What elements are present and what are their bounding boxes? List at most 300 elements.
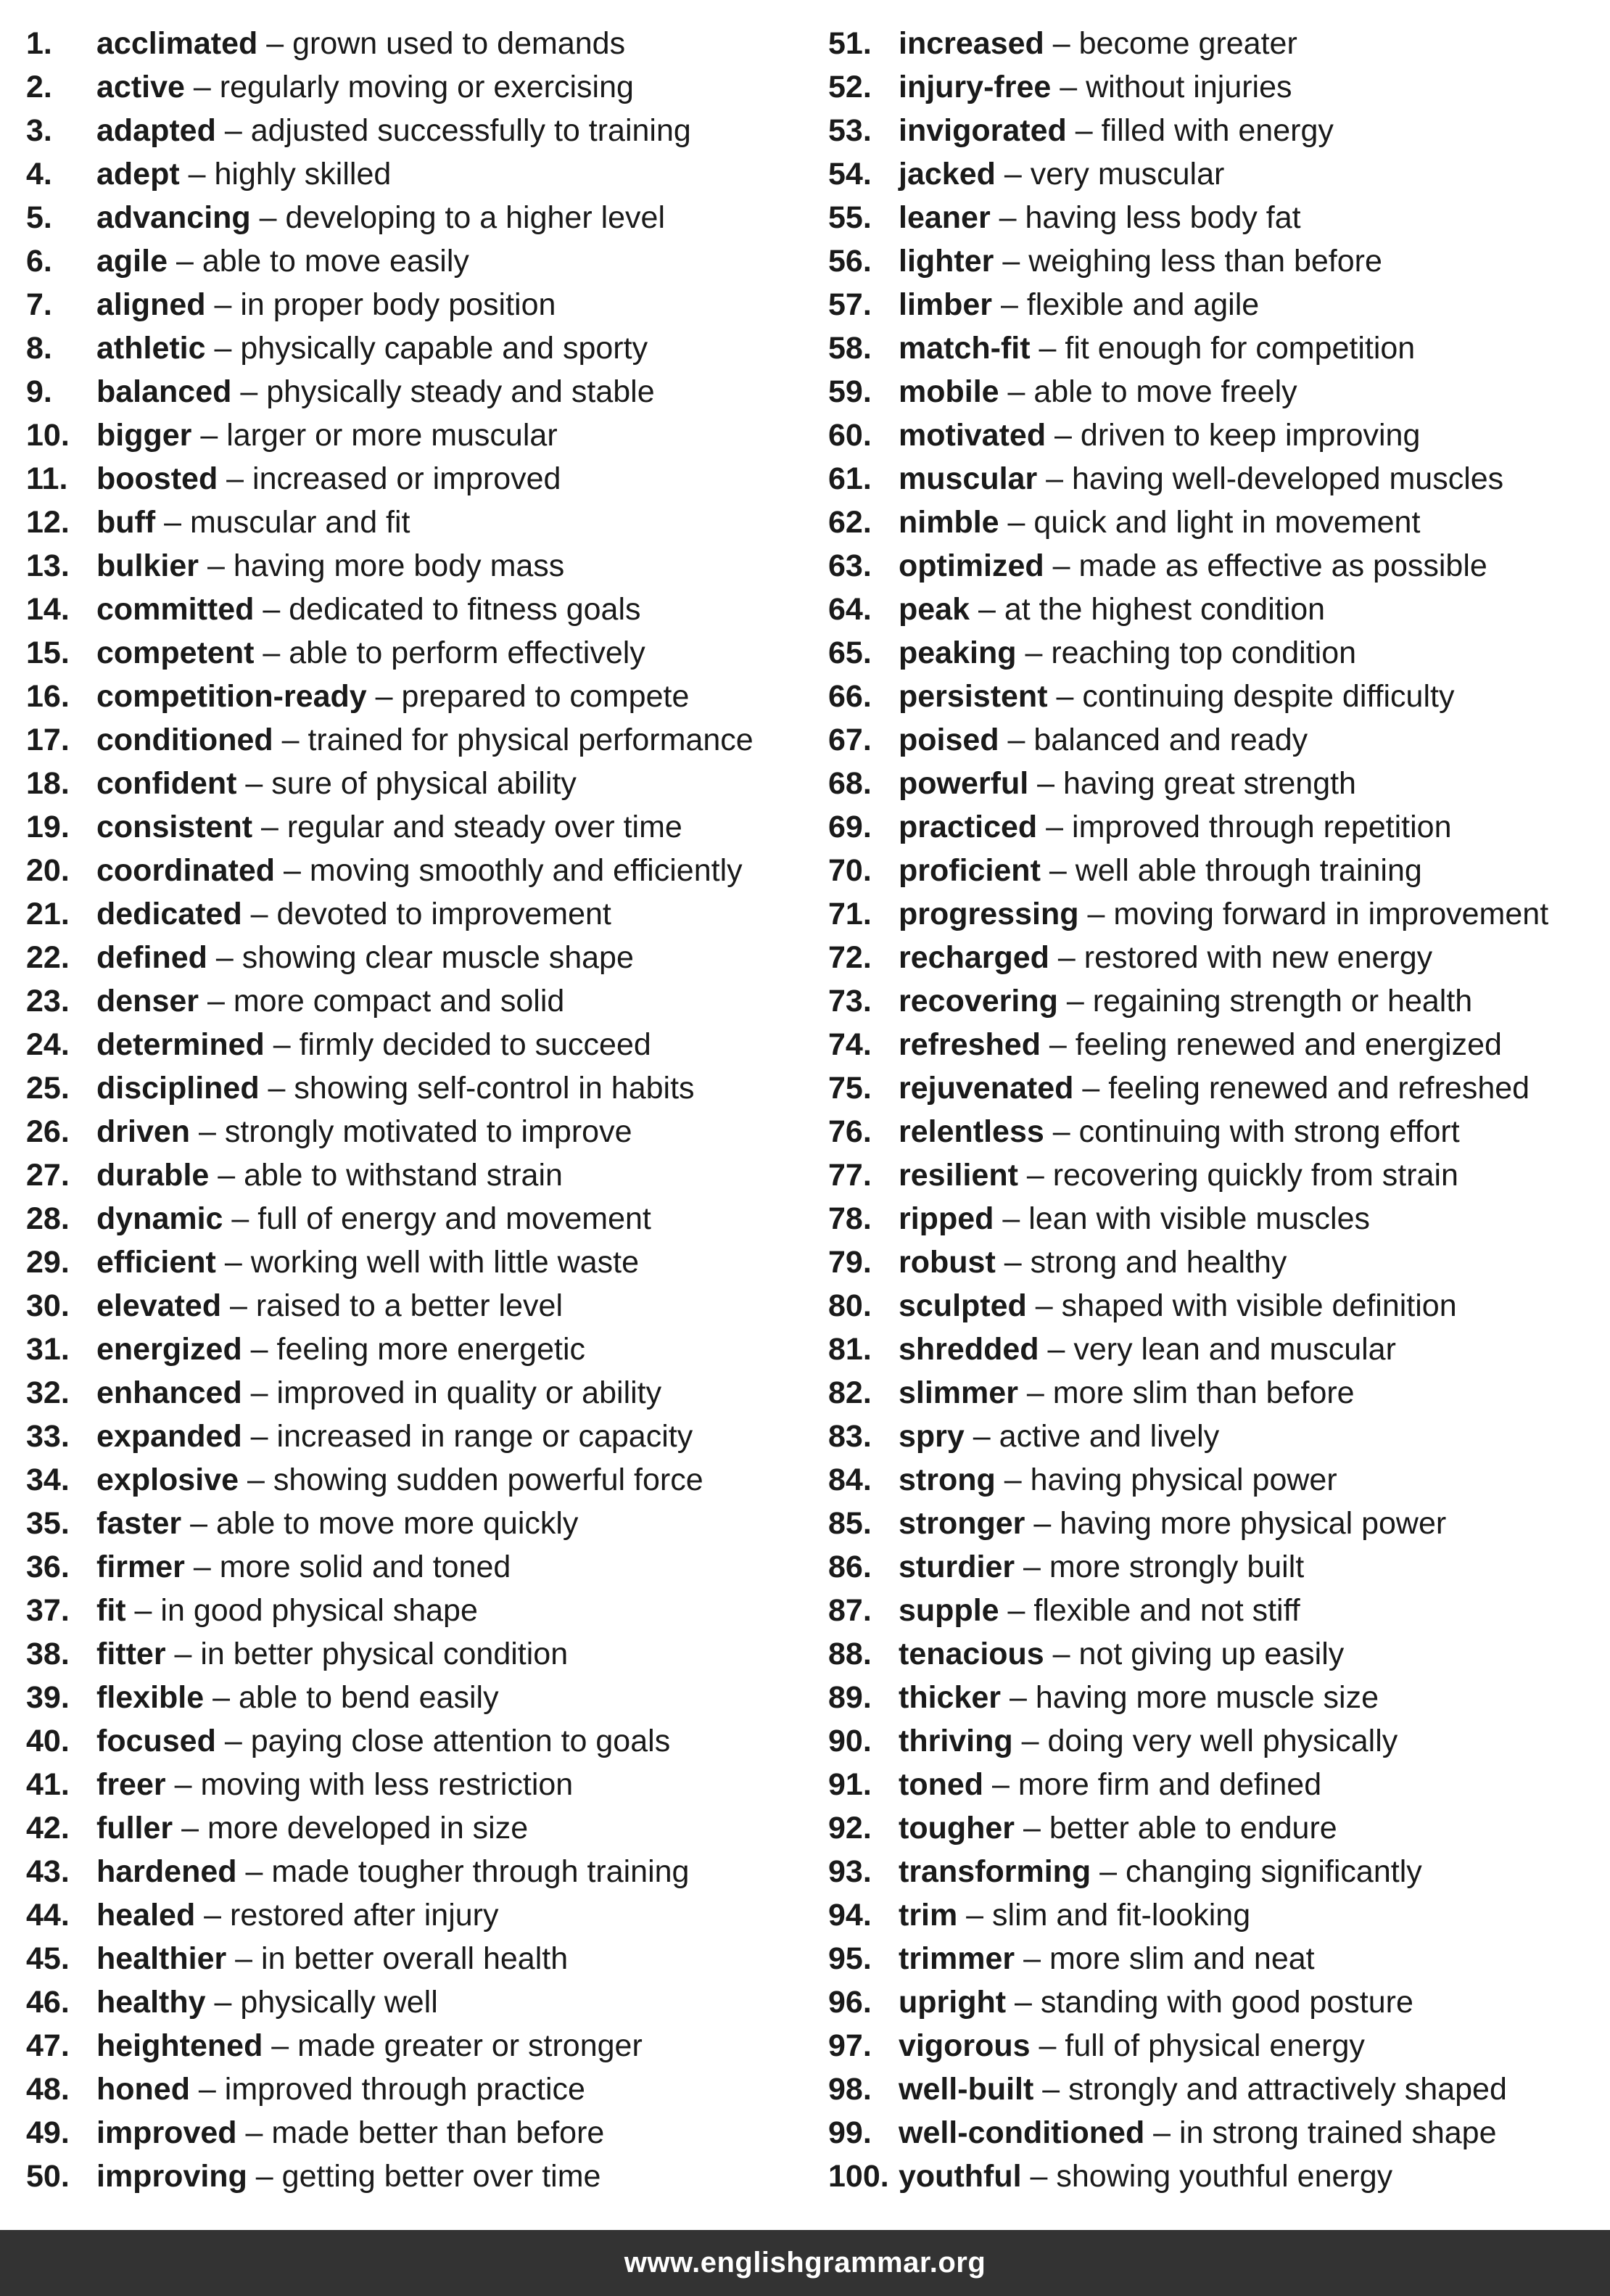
- list-item: [26, 2111, 817, 2155]
- item-definition: standing with good posture: [1040, 1985, 1413, 2020]
- item-word: driven: [96, 1114, 191, 1149]
- item-number: 80.: [828, 1288, 872, 1323]
- item-text: [899, 1502, 1446, 1545]
- item-word: improving: [96, 2159, 247, 2194]
- item-number: 62.: [828, 505, 872, 540]
- item-definition: weighing less than before: [1028, 244, 1382, 279]
- item-number: 17.: [26, 723, 70, 757]
- item-separator: –: [254, 592, 289, 627]
- list-item: [26, 152, 817, 196]
- item-separator: –: [1016, 635, 1052, 670]
- item-text: [96, 501, 410, 544]
- item-word: focused: [96, 1724, 216, 1758]
- item-separator: –: [242, 1332, 277, 1367]
- item-number: 22.: [26, 940, 70, 975]
- item-number: 93.: [828, 1854, 872, 1889]
- item-text: [899, 283, 1259, 326]
- item-text: [96, 283, 556, 326]
- item-definition: having physical power: [1030, 1462, 1337, 1497]
- item-number: 33.: [26, 1419, 70, 1454]
- item-text: [899, 1763, 1321, 1806]
- item-number: 28.: [26, 1201, 70, 1236]
- word-list-left-column: [26, 22, 817, 2198]
- item-number: 72.: [828, 940, 872, 975]
- item-word: stronger: [899, 1506, 1025, 1541]
- list-item: [828, 1153, 1610, 1197]
- list-item: [26, 936, 817, 979]
- item-word: healed: [96, 1898, 196, 1933]
- list-item: [828, 1719, 1610, 1763]
- list-item: [26, 413, 817, 457]
- item-text: [899, 1850, 1422, 1893]
- item-definition: doing very well physically: [1047, 1724, 1398, 1758]
- item-text: [96, 1937, 568, 1980]
- item-word: supple: [899, 1593, 999, 1628]
- item-separator: –: [1044, 1114, 1079, 1149]
- item-separator: –: [994, 244, 1029, 279]
- list-item: [828, 1806, 1610, 1850]
- item-text: [899, 849, 1422, 892]
- item-definition: driven to keep improving: [1080, 418, 1421, 453]
- item-separator: –: [236, 766, 272, 801]
- list-item: [828, 544, 1610, 588]
- item-separator: –: [1037, 810, 1073, 844]
- item-text: [96, 1153, 563, 1197]
- item-definition: raised to a better level: [255, 1288, 563, 1323]
- item-word: vigorous: [899, 2028, 1031, 2063]
- list-item: [828, 1458, 1610, 1502]
- item-number: 77.: [828, 1158, 872, 1193]
- item-separator: –: [254, 635, 289, 670]
- item-separator: –: [999, 1593, 1034, 1628]
- item-text: [96, 326, 648, 370]
- list-item: [26, 1676, 817, 1719]
- item-number: 30.: [26, 1288, 70, 1323]
- item-number: 48.: [26, 2072, 70, 2107]
- item-word: honed: [96, 2072, 190, 2107]
- list-item: [26, 283, 817, 326]
- item-word: confident: [96, 766, 237, 801]
- item-definition: balanced and ready: [1033, 723, 1308, 757]
- item-word: recharged: [899, 940, 1049, 975]
- item-text: [96, 1589, 478, 1632]
- list-item: [828, 413, 1610, 457]
- item-number: 98.: [828, 2072, 872, 2107]
- item-number: 55.: [828, 200, 872, 235]
- item-definition: more strongly built: [1049, 1550, 1305, 1584]
- item-word: flexible: [96, 1680, 205, 1715]
- item-separator: –: [1051, 70, 1086, 104]
- item-separator: –: [1040, 1027, 1076, 1062]
- item-separator: –: [226, 1941, 262, 1976]
- item-text: [899, 501, 1420, 544]
- item-word: limber: [899, 287, 993, 322]
- item-word: sturdier: [899, 1550, 1015, 1584]
- item-number: 26.: [26, 1114, 70, 1149]
- item-separator: –: [165, 1767, 201, 1802]
- item-word: committed: [96, 592, 255, 627]
- list-item: [828, 196, 1610, 239]
- item-definition: without injuries: [1086, 70, 1292, 104]
- list-item: [828, 1284, 1610, 1328]
- item-text: [96, 1066, 695, 1110]
- item-word: optimized: [899, 548, 1044, 583]
- item-text: [96, 1458, 703, 1502]
- list-item: [828, 1502, 1610, 1545]
- item-text: [96, 1197, 651, 1240]
- item-definition: active and lively: [999, 1419, 1220, 1454]
- item-text: [899, 762, 1356, 805]
- item-word: peak: [899, 592, 970, 627]
- item-definition: strongly and attractively shaped: [1068, 2072, 1507, 2107]
- item-text: [96, 849, 743, 892]
- item-separator: –: [191, 418, 227, 453]
- item-word: balanced: [96, 374, 232, 409]
- item-definition: regularly moving or exercising: [219, 70, 634, 104]
- item-separator: –: [181, 1506, 216, 1541]
- item-number: 66.: [828, 679, 872, 714]
- list-item: [828, 849, 1610, 892]
- item-number: 43.: [26, 1854, 70, 1889]
- item-separator: –: [263, 2028, 298, 2063]
- item-separator: –: [1091, 1854, 1126, 1889]
- list-item: [828, 239, 1610, 283]
- item-number: 59.: [828, 374, 872, 409]
- list-item: [26, 2067, 817, 2111]
- item-word: elevated: [96, 1288, 222, 1323]
- item-text: [96, 1023, 651, 1066]
- list-item: [828, 326, 1610, 370]
- item-definition: continuing with strong effort: [1078, 1114, 1460, 1149]
- list-item: [26, 326, 817, 370]
- list-item: [828, 762, 1610, 805]
- item-number: 99.: [828, 2115, 872, 2150]
- item-text: [96, 675, 689, 718]
- item-number: 34.: [26, 1462, 70, 1497]
- list-item: [26, 805, 817, 849]
- item-separator: –: [1046, 418, 1081, 453]
- item-word: motivated: [899, 418, 1046, 453]
- list-item: [828, 805, 1610, 849]
- item-definition: in proper body position: [240, 287, 556, 322]
- list-item: [26, 588, 817, 631]
- item-word: efficient: [96, 1245, 216, 1280]
- list-item: [828, 370, 1610, 413]
- item-word: practiced: [899, 810, 1038, 844]
- item-text: [899, 152, 1224, 196]
- item-separator: –: [1047, 679, 1083, 714]
- item-text: [899, 1893, 1250, 1937]
- item-number: 3.: [26, 113, 52, 148]
- item-separator: –: [242, 897, 277, 931]
- item-separator: –: [223, 1201, 258, 1236]
- list-item: [26, 109, 817, 152]
- item-text: [899, 892, 1548, 936]
- item-definition: more slim and neat: [1049, 1941, 1315, 1976]
- item-text: [899, 588, 1325, 631]
- list-item: [26, 196, 817, 239]
- item-separator: –: [990, 200, 1025, 235]
- item-word: refreshed: [899, 1027, 1041, 1062]
- item-text: [899, 2111, 1497, 2155]
- item-definition: showing clear muscle shape: [242, 940, 634, 975]
- item-word: acclimated: [96, 26, 258, 61]
- item-number: 78.: [828, 1201, 872, 1236]
- item-definition: restored with new energy: [1083, 940, 1433, 975]
- item-number: 18.: [26, 766, 70, 801]
- item-number: 45.: [26, 1941, 70, 1976]
- item-text: [899, 1415, 1219, 1458]
- item-text: [96, 1676, 499, 1719]
- item-text: [899, 326, 1415, 370]
- item-separator: –: [983, 1767, 1018, 1802]
- list-item: [26, 1458, 817, 1502]
- item-separator: –: [1025, 1506, 1060, 1541]
- item-number: 10.: [26, 418, 70, 453]
- item-definition: dedicated to fitness goals: [289, 592, 641, 627]
- item-word: leaner: [899, 200, 991, 235]
- item-number: 13.: [26, 548, 70, 583]
- item-definition: continuing despite difficulty: [1082, 679, 1455, 714]
- list-item: [828, 1632, 1610, 1676]
- item-number: 65.: [828, 635, 872, 670]
- item-word: determined: [96, 1027, 265, 1062]
- item-separator: –: [205, 331, 241, 366]
- list-item: [26, 501, 817, 544]
- item-definition: lean with visible muscles: [1028, 1201, 1371, 1236]
- item-separator: –: [964, 1419, 999, 1454]
- item-separator: –: [205, 287, 241, 322]
- item-text: [96, 892, 611, 936]
- item-separator: –: [1017, 1158, 1053, 1193]
- list-item: [26, 1023, 817, 1066]
- list-item: [828, 457, 1610, 501]
- item-definition: improved through practice: [224, 2072, 585, 2107]
- item-separator: –: [1021, 2159, 1057, 2194]
- item-text: [96, 65, 634, 109]
- item-text: [96, 457, 561, 501]
- item-text: [96, 1632, 568, 1676]
- item-number: 42.: [26, 1811, 70, 1846]
- item-text: [899, 2024, 1365, 2067]
- item-word: firmer: [96, 1550, 185, 1584]
- item-number: 53.: [828, 113, 872, 148]
- item-number: 11.: [26, 461, 68, 496]
- item-word: jacked: [899, 157, 996, 192]
- item-number: 1.: [26, 26, 52, 61]
- list-item: [828, 1850, 1610, 1893]
- item-text: [899, 2155, 1392, 2198]
- item-number: 50.: [26, 2159, 70, 2194]
- item-text: [96, 370, 655, 413]
- item-word: match-fit: [899, 331, 1031, 366]
- item-text: [899, 1676, 1379, 1719]
- item-definition: full of physical energy: [1065, 2028, 1365, 2063]
- item-word: energized: [96, 1332, 242, 1367]
- item-word: rejuvenated: [899, 1071, 1074, 1106]
- item-separator: –: [1006, 1985, 1041, 2020]
- item-definition: having more body mass: [233, 548, 565, 583]
- list-item: [26, 65, 817, 109]
- item-word: persistent: [899, 679, 1048, 714]
- item-definition: changing significantly: [1126, 1854, 1422, 1889]
- item-definition: become greater: [1078, 26, 1297, 61]
- item-definition: having less body fat: [1025, 200, 1301, 235]
- item-separator: –: [215, 1245, 251, 1280]
- item-definition: developing to a higher level: [285, 200, 666, 235]
- list-item: [26, 1328, 817, 1371]
- item-definition: reaching top condition: [1051, 635, 1357, 670]
- item-text: [899, 631, 1356, 675]
- item-number: 46.: [26, 1985, 70, 2020]
- item-text: [899, 979, 1472, 1023]
- list-item: [828, 631, 1610, 675]
- item-word: healthier: [96, 1941, 227, 1976]
- item-separator: –: [1040, 853, 1076, 888]
- list-item: [828, 65, 1610, 109]
- item-word: athletic: [96, 331, 206, 366]
- footer-bar: [0, 2230, 1610, 2296]
- list-item: [26, 457, 817, 501]
- item-separator: –: [215, 113, 251, 148]
- item-number: 81.: [828, 1332, 872, 1367]
- item-number: 91.: [828, 1767, 872, 1802]
- list-item: [828, 588, 1610, 631]
- item-word: healthy: [96, 1985, 206, 2020]
- item-text: [96, 544, 564, 588]
- item-word: progressing: [899, 897, 1079, 931]
- item-text: [96, 631, 645, 675]
- item-separator: –: [1049, 940, 1084, 975]
- item-number: 21.: [26, 897, 70, 931]
- item-definition: made greater or stronger: [297, 2028, 643, 2063]
- item-definition: moving smoothly and efficiently: [309, 853, 743, 888]
- item-text: [96, 196, 665, 239]
- item-number: 40.: [26, 1724, 70, 1758]
- item-definition: filled with energy: [1101, 113, 1334, 148]
- item-text: [96, 109, 691, 152]
- item-definition: having well-developed muscles: [1072, 461, 1504, 496]
- list-item: [828, 1893, 1610, 1937]
- item-definition: made tougher through training: [271, 1854, 690, 1889]
- item-separator: –: [236, 1854, 272, 1889]
- list-item: [828, 1110, 1610, 1153]
- item-definition: full of energy and movement: [257, 1201, 651, 1236]
- item-word: proficient: [899, 853, 1041, 888]
- item-number: 69.: [828, 810, 872, 844]
- footer-url[interactable]: www.englishgrammar.org: [624, 2247, 986, 2279]
- item-text: [899, 239, 1382, 283]
- item-separator: –: [205, 1985, 241, 2020]
- item-text: [96, 1763, 573, 1806]
- item-word: faster: [96, 1506, 182, 1541]
- item-word: consistent: [96, 810, 253, 844]
- item-definition: showing self-control in habits: [294, 1071, 695, 1106]
- item-word: invigorated: [899, 113, 1067, 148]
- item-number: 16.: [26, 679, 70, 714]
- item-word: explosive: [96, 1462, 239, 1497]
- item-number: 25.: [26, 1071, 70, 1106]
- item-definition: sure of physical ability: [271, 766, 577, 801]
- item-separator: –: [994, 1201, 1029, 1236]
- item-number: 51.: [828, 26, 872, 61]
- item-text: [899, 1240, 1287, 1284]
- item-separator: –: [231, 374, 267, 409]
- list-item: [26, 1240, 817, 1284]
- item-number: 86.: [828, 1550, 872, 1584]
- item-number: 61.: [828, 461, 872, 496]
- item-number: 100.: [828, 2159, 889, 2194]
- item-text: [899, 1153, 1458, 1197]
- item-number: 74.: [828, 1027, 872, 1062]
- item-separator: –: [189, 2072, 225, 2107]
- list-item: [828, 1066, 1610, 1110]
- item-definition: more compact and solid: [233, 984, 565, 1019]
- item-separator: –: [1066, 113, 1102, 148]
- item-word: poised: [899, 723, 999, 757]
- item-separator: –: [1001, 1680, 1036, 1715]
- list-item: [828, 1328, 1610, 1371]
- list-item: [26, 1066, 817, 1110]
- item-word: defined: [96, 940, 207, 975]
- item-text: [899, 1023, 1502, 1066]
- item-definition: prepared to compete: [401, 679, 690, 714]
- item-definition: more firm and defined: [1017, 1767, 1322, 1802]
- item-separator: –: [221, 1288, 256, 1323]
- item-number: 82.: [828, 1375, 872, 1410]
- item-word: advancing: [96, 200, 251, 235]
- list-item: [828, 283, 1610, 326]
- list-item: [828, 152, 1610, 196]
- item-word: competition-ready: [96, 679, 367, 714]
- item-text: [899, 1937, 1315, 1980]
- item-text: [96, 1850, 689, 1893]
- item-definition: very lean and muscular: [1073, 1332, 1396, 1367]
- item-text: [96, 1110, 632, 1153]
- item-text: [96, 1371, 661, 1415]
- item-text: [899, 22, 1297, 65]
- item-word: agile: [96, 244, 168, 279]
- item-number: 76.: [828, 1114, 872, 1149]
- item-separator: –: [995, 1245, 1031, 1280]
- item-word: fuller: [96, 1811, 173, 1846]
- item-separator: –: [190, 1114, 225, 1149]
- item-number: 31.: [26, 1332, 70, 1367]
- item-definition: able to bend easily: [238, 1680, 499, 1715]
- item-separator: –: [257, 26, 293, 61]
- list-item: [26, 1893, 817, 1937]
- item-number: 52.: [828, 70, 872, 104]
- item-text: [96, 152, 391, 196]
- item-word: disciplined: [96, 1071, 260, 1106]
- list-item: [26, 1719, 817, 1763]
- item-separator: –: [168, 244, 202, 279]
- item-separator: –: [259, 1071, 294, 1106]
- item-word: trimmer: [899, 1941, 1015, 1976]
- item-separator: –: [247, 2159, 282, 2194]
- item-word: recovering: [899, 984, 1058, 1019]
- list-item: [26, 239, 817, 283]
- item-separator: –: [366, 679, 402, 714]
- item-word: durable: [96, 1158, 210, 1193]
- item-text: [96, 1328, 585, 1371]
- item-word: fit: [96, 1593, 126, 1628]
- item-word: nimble: [899, 505, 999, 540]
- item-word: sculpted: [899, 1288, 1027, 1323]
- item-definition: well able through training: [1075, 853, 1422, 888]
- item-word: increased: [899, 26, 1044, 61]
- item-number: 37.: [26, 1593, 70, 1628]
